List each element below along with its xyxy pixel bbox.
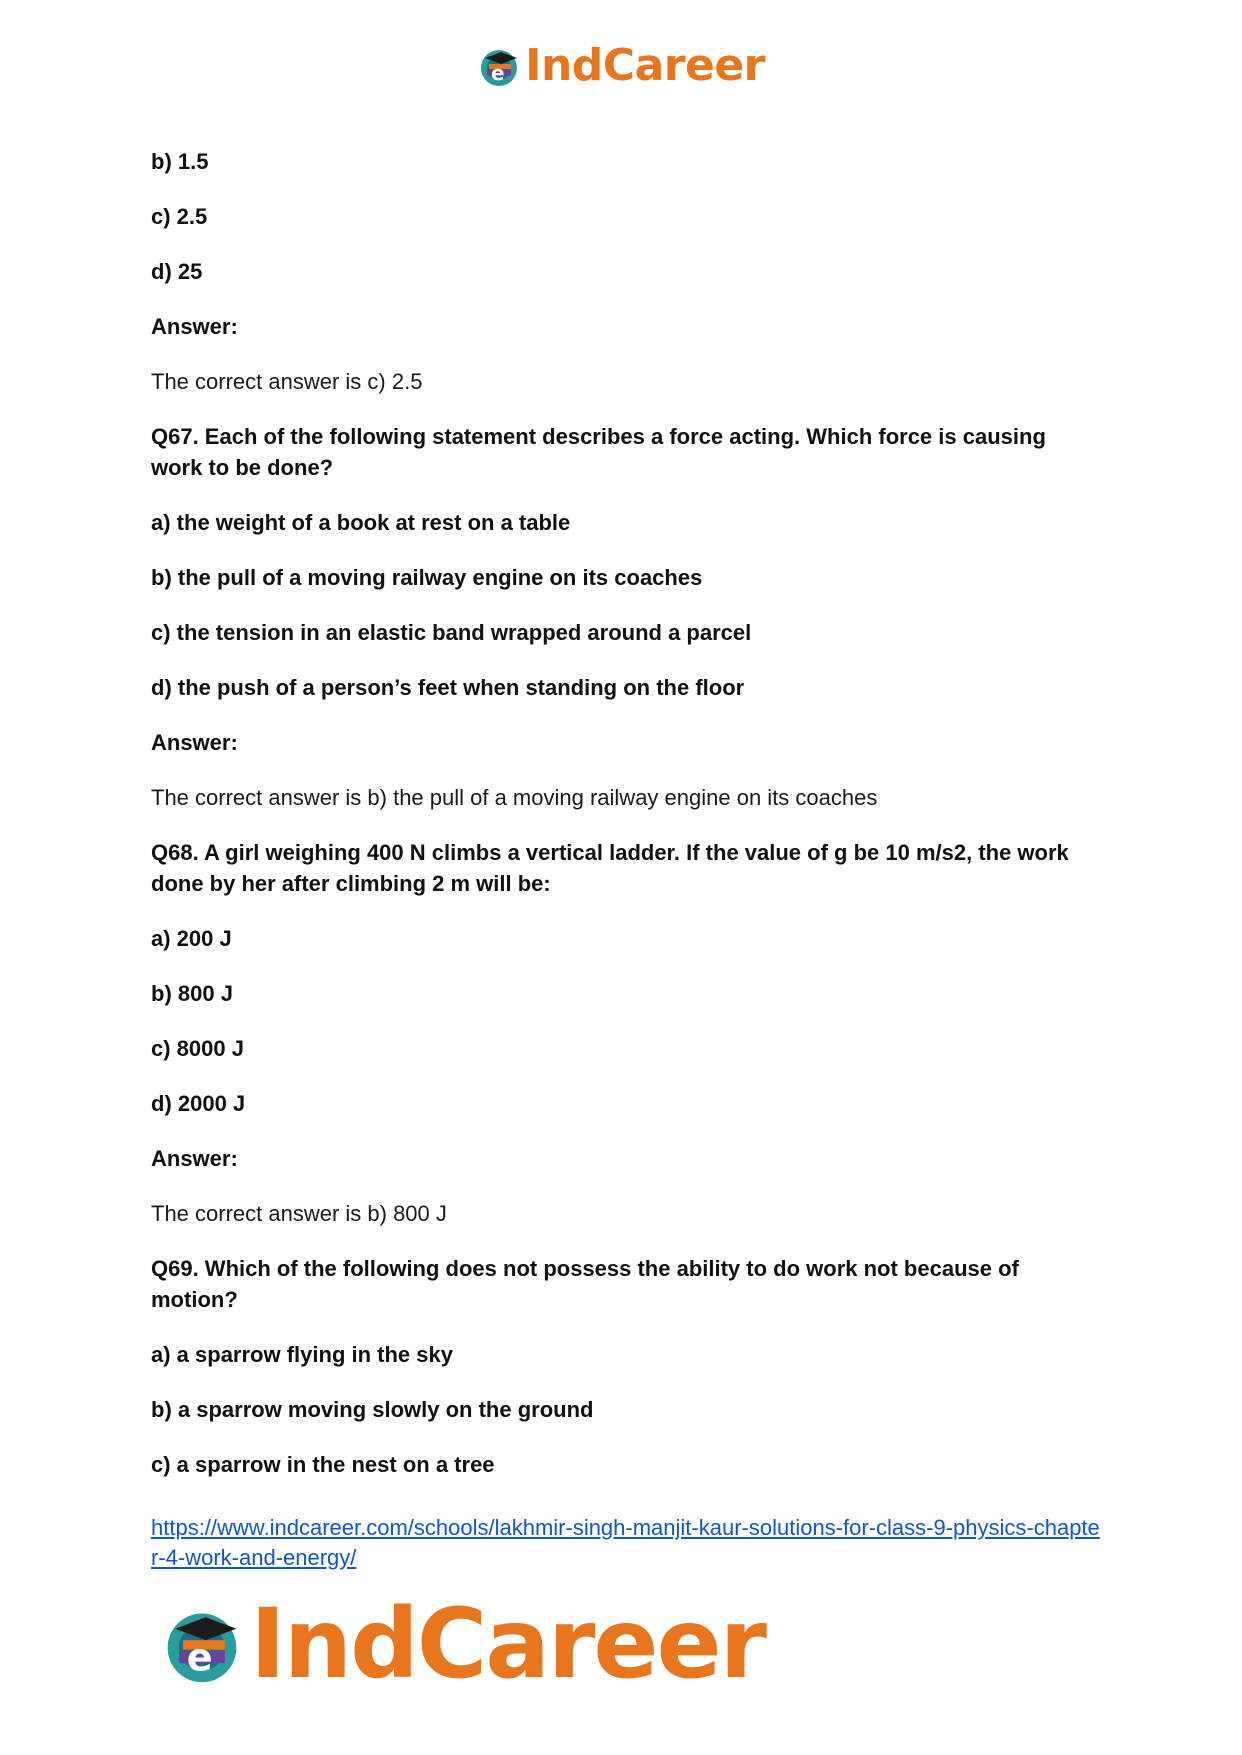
indcareer-logo: [477, 40, 765, 91]
option-text: c) a sparrow in the nest on a tree: [151, 1452, 495, 1477]
answer-label: Answer:: [151, 730, 238, 755]
answer-label: Answer:: [151, 1146, 238, 1171]
answer-label: Answer:: [151, 314, 238, 339]
option-text: a) the weight of a book at rest on a table: [151, 510, 571, 535]
question-text: Q69. Which of the following does not possess the ability to do work not because of motion?: [151, 1256, 1019, 1312]
header-logo: [0, 40, 1242, 91]
option-text: d) 2000 J: [151, 1091, 246, 1116]
globe-book-icon: [477, 44, 521, 88]
footer-logo-text: IndCareer: [250, 1588, 765, 1700]
footer-logo: [160, 1588, 765, 1700]
option-text: a) a sparrow flying in the sky: [151, 1342, 453, 1367]
option-text: d) 25: [151, 259, 203, 284]
question-text: Q68. A girl weighing 400 N climbs a vertical ladder. If the value of g be 10 m/s2, the work done by her after climbing 2 m will be:: [151, 840, 1069, 896]
page-content: [151, 146, 1101, 1504]
header-logo-text: IndCareer: [525, 40, 765, 91]
svg-text:e: e: [186, 1636, 213, 1681]
source-link[interactable]: https://www.indcareer.com/schools/lakhmir-singh-manjit-kaur-solutions-for-class-9-physics-chapter-4-work-and-energy/: [151, 1515, 1100, 1570]
answer-text: The correct answer is b) 800 J: [151, 1201, 447, 1226]
option-text: b) 1.5: [151, 149, 209, 174]
option-text: b) a sparrow moving slowly on the ground: [151, 1397, 594, 1422]
answer-text: The correct answer is b) the pull of a moving railway engine on its coaches: [151, 785, 878, 810]
option-text: c) 8000 J: [151, 1036, 244, 1061]
option-text: d) the push of a person’s feet when standing on the floor: [151, 675, 745, 700]
option-text: c) the tension in an elastic band wrapped around a parcel: [151, 620, 752, 645]
indcareer-logo-large: [160, 1588, 765, 1700]
option-text: a) 200 J: [151, 926, 232, 951]
option-text: b) 800 J: [151, 981, 233, 1006]
question-text: Q67. Each of the following statement describes a force acting. Which force is causing work to be done?: [151, 424, 1046, 480]
globe-book-icon: [160, 1602, 244, 1686]
option-text: c) 2.5: [151, 204, 208, 229]
option-text: b) the pull of a moving railway engine on its coaches: [151, 565, 703, 590]
svg-text:e: e: [491, 60, 505, 85]
answer-text: The correct answer is c) 2.5: [151, 369, 423, 394]
